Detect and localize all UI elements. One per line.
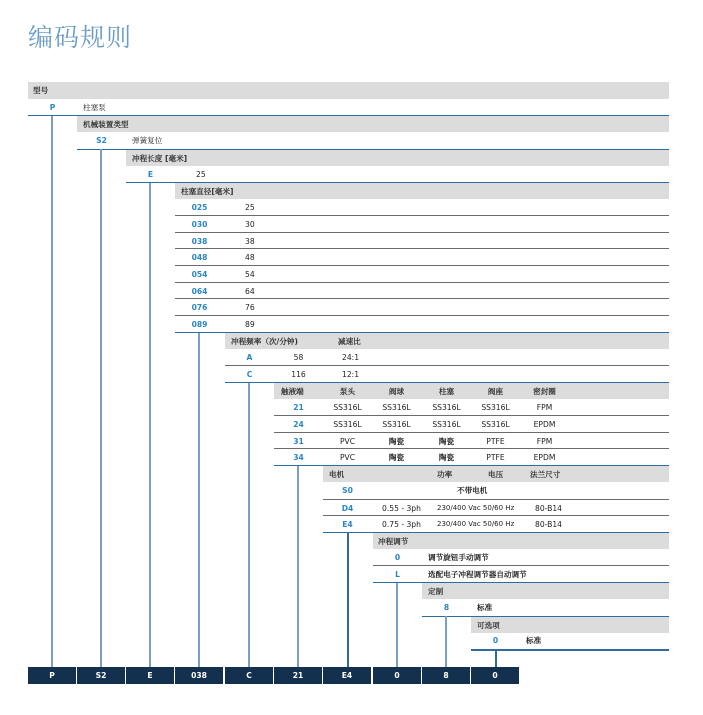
option-ratio: 24:1 (342, 353, 360, 362)
option-row (471, 632, 669, 649)
option-row (274, 399, 669, 416)
option-row (225, 349, 669, 366)
option-desc: 标准 (477, 603, 493, 612)
header-label: 阀球 (388, 387, 405, 396)
connector-line (248, 383, 250, 667)
option-code: 030 (191, 220, 208, 229)
option-seat: PTFE (486, 453, 505, 462)
code-segment: S2 (77, 667, 125, 684)
header-label: 功率 (437, 470, 453, 479)
option-head: SS316L (333, 403, 362, 412)
header-label: 定制 (428, 587, 444, 596)
section-header-stroke-adjust (323, 532, 669, 549)
section-header-stroke-length (77, 149, 669, 166)
option-row (323, 499, 669, 516)
option-code: 0 (394, 553, 401, 562)
code-segment: 0 (471, 667, 519, 684)
option-code: 064 (191, 287, 208, 296)
option-seat: SS316L (481, 403, 510, 412)
option-desc: 54 (245, 270, 255, 279)
option-row (323, 515, 669, 532)
option-code: S0 (342, 486, 353, 495)
option-ball: SS316L (382, 403, 411, 412)
header-label: 型号 (33, 86, 49, 95)
section-header-custom (373, 582, 669, 599)
header-label: 法兰尺寸 (530, 470, 561, 479)
section-header-optional (422, 616, 669, 633)
option-row (323, 482, 669, 499)
option-row (175, 315, 669, 332)
option-desc: 选配电子冲程调节器自动调节 (428, 570, 527, 579)
header-label: 可选项 (477, 621, 500, 630)
option-desc: 64 (245, 287, 255, 296)
option-row (28, 99, 669, 116)
option-ball: 陶瓷 (388, 437, 405, 446)
header-label: 冲程调节 (378, 537, 409, 546)
connector-line (100, 149, 102, 667)
option-plunger: 陶瓷 (438, 453, 455, 462)
code-segment: E (126, 667, 174, 684)
connector-line (198, 333, 200, 667)
option-row (175, 199, 669, 216)
option-power: 0.55 - 3ph (382, 504, 421, 513)
option-code: 054 (191, 270, 208, 279)
option-freq: 116 (291, 370, 306, 379)
option-desc: 25 (196, 170, 206, 179)
option-row (373, 549, 669, 566)
option-voltage: 230/400 Vac 50/60 Hz (437, 504, 515, 512)
header-label: 冲程长度 [毫米] (132, 154, 188, 163)
option-freq: 58 (293, 353, 304, 362)
option-desc: 弹簧复位 (132, 136, 163, 145)
connector-line (297, 466, 299, 667)
code-segment: E4 (323, 667, 371, 684)
option-seat: PTFE (486, 437, 505, 446)
header-label: 柱塞 (438, 387, 455, 396)
option-code: C (246, 370, 253, 379)
option-code: 048 (191, 253, 208, 262)
option-row (225, 365, 669, 382)
divider (471, 649, 669, 651)
option-code: P (49, 103, 56, 112)
option-row (373, 565, 669, 582)
option-code: 24 (293, 420, 304, 429)
option-head: SS316L (333, 420, 362, 429)
option-seal: EPDM (533, 453, 556, 462)
option-seat: SS316L (481, 420, 510, 429)
option-code: S2 (96, 136, 107, 145)
header-label: 密封圈 (533, 387, 556, 396)
option-seal: FPM (536, 437, 553, 446)
section-header-motor (274, 465, 669, 482)
option-row (274, 432, 669, 449)
option-code: 025 (191, 203, 208, 212)
header-label: 电机 (329, 470, 345, 479)
code-segment: C (225, 667, 273, 684)
option-code: 8 (443, 603, 450, 612)
option-code: 038 (191, 237, 208, 246)
option-desc: 30 (245, 220, 255, 229)
section-header-stroke-frequency (175, 332, 669, 349)
option-code: 21 (293, 403, 304, 412)
option-row (175, 265, 669, 282)
option-power: 0.75 - 3ph (382, 520, 421, 529)
option-row (274, 448, 669, 465)
option-voltage: 230/400 Vac 50/60 Hz (437, 520, 515, 528)
option-desc: 89 (245, 320, 255, 329)
code-segment: 8 (422, 667, 470, 684)
option-plunger: 陶瓷 (438, 437, 455, 446)
code-segment: 0 (373, 667, 421, 684)
connector-line (149, 183, 151, 667)
option-desc: 48 (245, 253, 255, 262)
option-desc: 38 (245, 237, 255, 246)
option-ratio: 12:1 (342, 370, 360, 379)
section-header-model (28, 82, 669, 99)
option-code: E (147, 170, 154, 179)
option-head: PVC (339, 437, 356, 446)
header-label: 泵头 (339, 387, 356, 396)
option-ball: SS316L (382, 420, 411, 429)
option-desc: 76 (245, 303, 255, 312)
option-head: PVC (339, 453, 356, 462)
option-flange: 80-B14 (535, 520, 563, 529)
option-seal: EPDM (533, 420, 556, 429)
option-row (77, 132, 669, 149)
connector-line (347, 533, 349, 667)
header-label-ratio: 减速比 (338, 337, 361, 346)
section-header-wetted-end (225, 382, 669, 399)
header-label: 柱塞直径[毫米] (181, 187, 234, 196)
option-desc: 调节旋钮手动调节 (428, 553, 489, 562)
page-title: 编码规则 (28, 23, 133, 52)
option-row (175, 248, 669, 265)
option-plunger: SS316L (432, 420, 461, 429)
option-seal: FPM (536, 403, 553, 412)
option-code: D4 (341, 504, 354, 513)
option-code: L (395, 570, 400, 579)
option-row (274, 415, 669, 432)
option-code: 076 (191, 303, 208, 312)
option-row (175, 282, 669, 299)
connector-line (51, 116, 53, 667)
option-row (422, 599, 669, 616)
option-flange: 80-B14 (535, 504, 563, 513)
option-desc: 标准 (526, 636, 542, 645)
option-row (175, 298, 669, 315)
option-row (175, 215, 669, 232)
header-label: 触液端 (281, 387, 304, 396)
option-code: A (246, 353, 253, 362)
option-code: 34 (293, 453, 304, 462)
option-code: E4 (342, 520, 353, 529)
code-segment: 038 (175, 667, 223, 684)
section-header-mechanism (28, 115, 669, 132)
header-label: 机械装置类型 (83, 120, 129, 129)
connector-line (495, 650, 497, 667)
option-row (175, 232, 669, 249)
option-plunger: SS316L (432, 403, 461, 412)
connector-line (396, 583, 398, 667)
option-desc: 不带电机 (457, 486, 488, 495)
code-segment: P (28, 667, 76, 684)
option-row (126, 166, 669, 183)
section-header-plunger-diameter (126, 182, 669, 199)
option-desc: 25 (245, 203, 255, 212)
header-label: 阀座 (487, 387, 504, 396)
option-code: 089 (191, 320, 208, 329)
option-code: 0 (492, 636, 499, 645)
code-segment: 21 (274, 667, 322, 684)
header-label: 电压 (488, 470, 504, 479)
option-code: 31 (293, 437, 304, 446)
option-ball: 陶瓷 (388, 453, 405, 462)
header-label: 冲程频率（次/分钟) (231, 337, 298, 346)
option-desc: 柱塞泵 (83, 103, 106, 112)
connector-line (445, 616, 447, 667)
